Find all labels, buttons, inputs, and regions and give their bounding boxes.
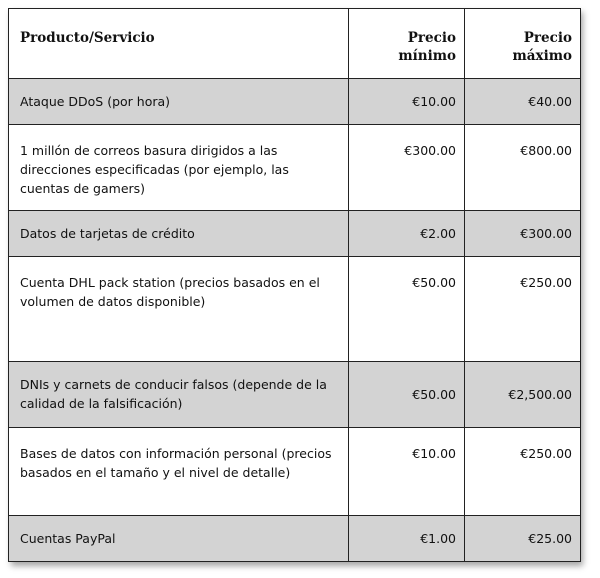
header-min-price bbox=[349, 9, 465, 79]
price-table bbox=[8, 8, 581, 562]
table-row bbox=[9, 515, 581, 561]
header-row bbox=[9, 9, 581, 79]
max-price-cell: €800.00 bbox=[465, 125, 581, 211]
max-price-cell: €250.00 bbox=[465, 427, 581, 515]
product-cell: Datos de tarjetas de crédito bbox=[9, 211, 349, 257]
max-price-cell: €25.00 bbox=[465, 515, 581, 561]
header-max-price bbox=[465, 9, 581, 79]
product-cell: 1 millón de correos basura dirigidos a las direcciones especificadas (por ejemplo, las cuentas de gamers) bbox=[9, 125, 349, 211]
table-row bbox=[9, 211, 581, 257]
min-price-cell: €50.00 bbox=[349, 361, 465, 427]
table-row bbox=[9, 125, 581, 211]
max-price-cell: €250.00 bbox=[465, 257, 581, 361]
max-price-cell: €2,500.00 bbox=[465, 361, 581, 427]
product-cell: Cuentas PayPal bbox=[9, 515, 349, 561]
product-cell: DNIs y carnets de conducir falsos (depende de la calidad de la falsificación) bbox=[9, 361, 349, 427]
header-max-line1: Precio bbox=[523, 30, 572, 46]
min-price-cell: €10.00 bbox=[349, 427, 465, 515]
product-cell: Bases de datos con información personal (precios basados en el tamaño y el nivel de detalle) bbox=[9, 427, 349, 515]
min-price-cell: €50.00 bbox=[349, 257, 465, 361]
min-price-cell: €1.00 bbox=[349, 515, 465, 561]
header-product bbox=[9, 9, 349, 79]
table-row bbox=[9, 257, 581, 361]
header-product-label: Producto/Servicio bbox=[20, 30, 155, 46]
product-cell: Cuenta DHL pack station (precios basados en el volumen de datos disponible) bbox=[9, 257, 349, 361]
table-row bbox=[9, 361, 581, 427]
table-row bbox=[9, 79, 581, 125]
header-min-line2: mínimo bbox=[398, 48, 456, 64]
min-price-cell: €2.00 bbox=[349, 211, 465, 257]
min-price-cell: €300.00 bbox=[349, 125, 465, 211]
header-min-line1: Precio bbox=[407, 30, 456, 46]
product-cell: Ataque DDoS (por hora) bbox=[9, 79, 349, 125]
max-price-cell: €300.00 bbox=[465, 211, 581, 257]
max-price-cell: €40.00 bbox=[465, 79, 581, 125]
header-max-line2: máximo bbox=[512, 48, 572, 64]
min-price-cell: €10.00 bbox=[349, 79, 465, 125]
table-row bbox=[9, 427, 581, 515]
